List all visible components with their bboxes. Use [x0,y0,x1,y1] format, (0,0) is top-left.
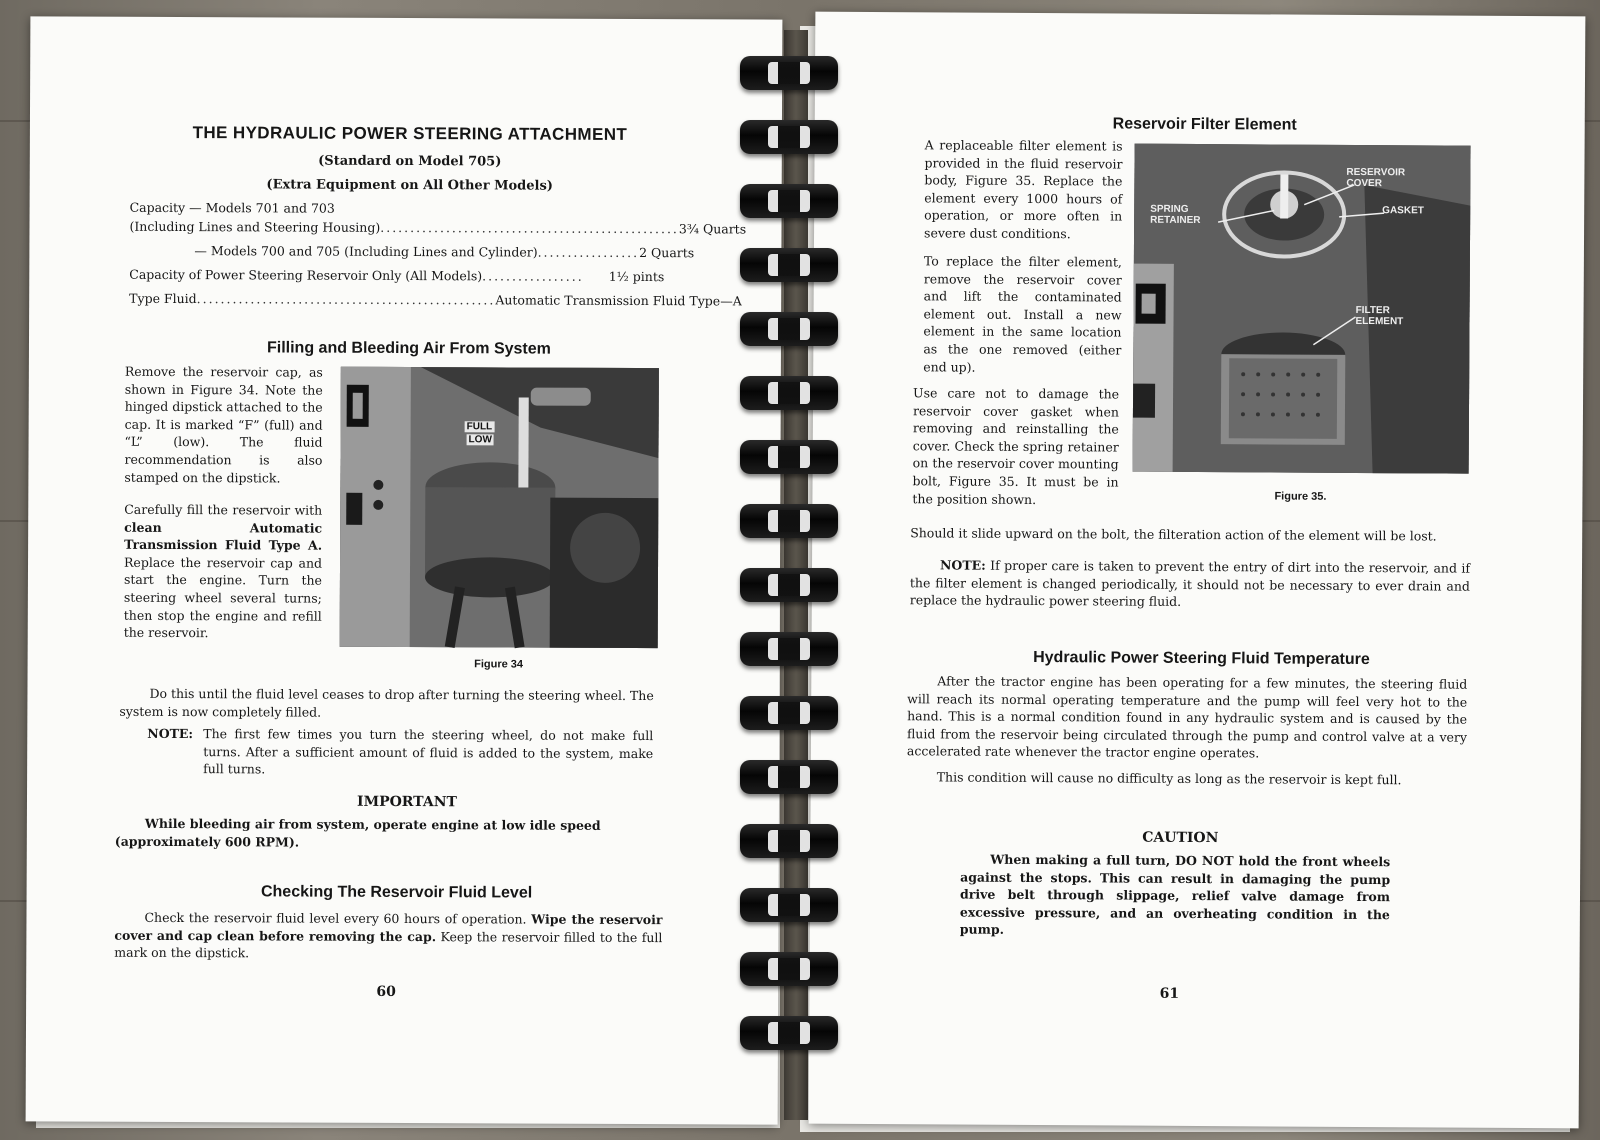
note-text-right: If proper care is taken to prevent the entry of dirt into the reservoir, and if the filter element is changed periodically, it should not be necessary to ever drain and replace the hydraulic power steering fluid. [909,557,1471,610]
spec-row: Capacity of Power Steering Reservoir Only (All Models) ................. 1½ pints [129,266,664,292]
caution-heading: CAUTION [1142,829,1219,847]
filter-heading: Reservoir Filter Element [1112,115,1297,134]
binding-coil [740,120,838,154]
filling-p2-bold: clean Automatic Transmission Fluid Type A. [124,519,323,553]
spec-label: (Including Lines and Steering Housing) [129,218,381,235]
filter-paragraph-3-cont: Should it slide upward on the bolt, the filteration action of the element will be lost. [910,525,1437,544]
left-page [26,16,783,1124]
spec-label: Capacity of Power Steering Reservoir Only (All Models) [129,266,483,284]
spring-retainer-label: SPRING RETAINER [1150,203,1201,227]
spec-label: Capacity — Models 701 and 703 [129,199,335,216]
checking-text-bold: Wipe the reservoir cover and cap clean before removing the cap. [114,911,663,944]
temperature-paragraph-1: After the tractor engine has been operating for a few minutes, the steering fluid will reach its normal operating temperature and the pump will feel very hot to the hand. This is a normal condition found in any hydraulic system and is caused by the fluid from the reservoir being circulated through the pump and control valve at a very accelerated rate whenever the tractor engine operates. [906,673,1468,761]
binding-coil [740,888,838,922]
reservoir-illustration [340,367,659,648]
figure-35-photo [1133,144,1471,474]
binding-coil [740,248,838,282]
filter-paragraph-1: A replaceable filter element is provided in the fluid reservoir body, Figure 35. Replace the element every 1000 hours of operation, or more often in severe dust conditions. [924,137,1123,242]
binding-coil [740,1016,838,1050]
page-number-left: 60 [376,983,396,1000]
binding-coil [740,760,838,794]
filter-paragraph-2: To replace the filter element, remove the reservoir cover and lift the contaminated element out. Install a new element in the same location as the one removed (either end up). [923,253,1122,375]
spec-value: 1½ pints [608,268,665,285]
temperature-heading: Hydraulic Power Steering Fluid Temperature [1033,649,1370,669]
checking-text-1: Check the reservoir fluid level every 60 hours of operation. [144,909,527,927]
checking-paragraph [114,909,662,964]
full-label: FULL [466,421,493,433]
binding-coil [740,312,838,346]
filling-p2-start: Carefully fill the reservoir with [124,501,323,518]
right-page [809,12,1586,1129]
binding-coil [740,568,838,602]
spec-value: Automatic Transmission Fluid Type—A [495,292,742,309]
figure-35-caption: Figure 35. [1274,490,1327,503]
binding-coil [740,504,838,538]
filling-paragraph-2 [124,501,323,643]
binding-coil [740,184,838,218]
gasket-label: GASKET [1382,205,1424,217]
reservoir-cover-label: RESERVOIR COVER [1346,166,1406,190]
temperature-paragraph-2: This condition will cause no difficulty as long as the reservoir is kept full. [936,769,1402,788]
page-number-right: 61 [1159,985,1180,1002]
figure-34-caption: Figure 34 [474,658,524,671]
filling-paragraph-1: Remove the reservoir cap, as shown in Figure 34. Note the hinged dipstick attached to the cap. It is marked “F” (full) and “L” (low). The fluid recommendation is also stamped on the dipstick. [124,363,323,486]
binding-coil [740,440,838,474]
checking-text-2: Keep the reservoir filled to the full mark on the dipstick. [114,928,663,961]
subtitle-extra: (Extra Equipment on All Other Models) [266,177,553,194]
specs-list [129,199,747,316]
filter-illustration [1133,144,1471,474]
note-label-right: NOTE: [939,557,986,573]
filter-element-label: FILTER ELEMENT [1355,304,1404,328]
checking-heading: Checking The Reservoir Fluid Level [260,883,533,902]
binding-coil [740,824,838,858]
binding-coil [740,56,838,90]
spec-value: 3¾ Quarts [678,221,747,237]
do-this-paragraph: Do this until the fluid level ceases to drop after turning the steering wheel. The system is now completely filled. [119,685,654,720]
spec-value: 2 Quarts [639,245,695,261]
spiral-binding [728,50,848,1070]
caution-text: When making a full turn, DO NOT hold the front wheels against the stops. This can result in damaging the pump drive belt through slippage, relief valve damage from excessive pressure, and an overheating condition in the pump. [959,851,1391,938]
spec-label: Type Fluid [129,290,197,307]
note-text: The first few times you turn the steering wheel, do not make full turns. After a sufficient amount of fluid is added to the system, make full turns. [203,726,654,777]
important-heading: IMPORTANT [357,793,457,811]
low-label: LOW [468,434,492,446]
spec-row: Type Fluid .................................................. Automatic Transmission Fluid Type—A [129,290,664,316]
subtitle-standard: (Standard on Model 705) [318,153,502,170]
important-text: While bleeding air from system, operate engine at low idle speed (approximately 600 RPM). [114,815,601,850]
spec-label: — Models 700 and 705 (Including Lines and Cylinder) [194,243,538,260]
note-label: NOTE: [147,725,194,742]
filter-paragraph-3: Use care not to damage the reservoir cover gasket when removing and reinstalling the cover. Check the spring retainer on the reservoir cover mounting bolt, Figure 35. It must be in the position shown. [912,385,1120,507]
binding-coil [740,952,838,986]
spec-row: (Including Lines and Steering Housing) .................................................. 3¾ Quarts [129,218,664,244]
spec-row: — Models 700 and 705 (Including Lines and Cylinder) ................. 2 Quarts [129,242,664,268]
page-title: THE HYDRAULIC POWER STEERING ATTACHMENT [192,123,628,144]
binding-coil [740,376,838,410]
note-paragraph [910,556,1470,612]
binding-coil [740,696,838,730]
figure-34-photo [340,367,659,648]
filling-heading: Filling and Bleeding Air From System [266,339,551,358]
spec-row [130,199,665,220]
binding-coil [740,632,838,666]
filling-p2-end: Replace the reservoir cap and start the engine. Turn the steering wheel several turns; then stop the engine and refill the reservoir. [123,554,323,641]
